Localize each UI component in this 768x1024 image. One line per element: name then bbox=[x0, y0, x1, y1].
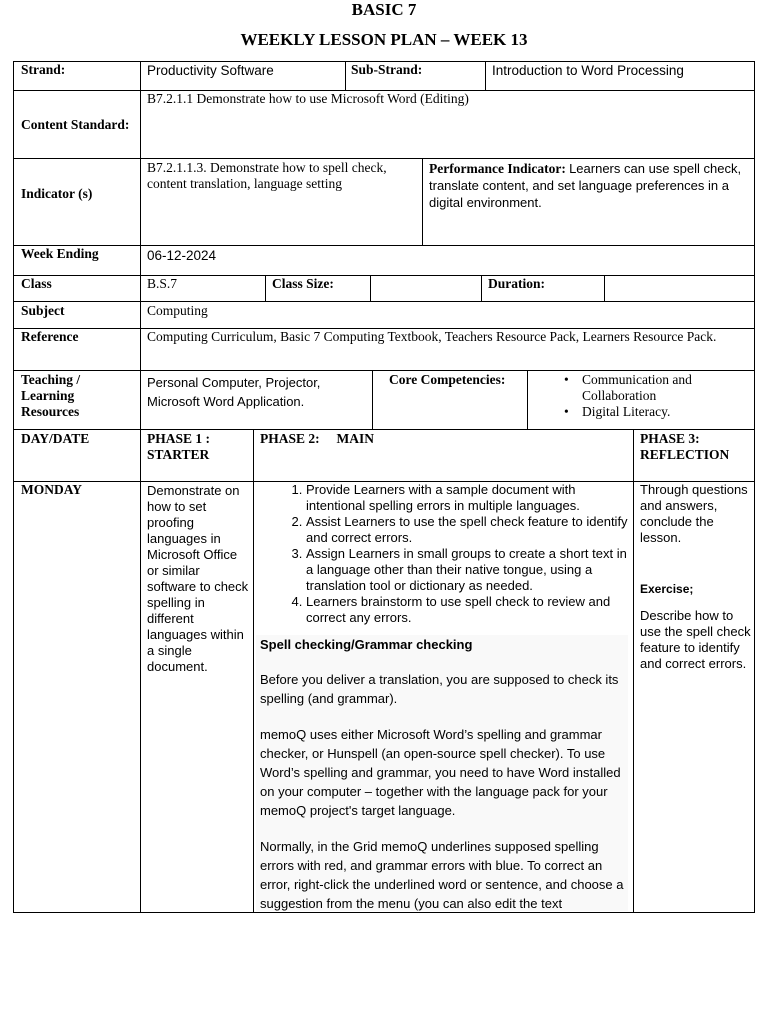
spell-check-notes bbox=[256, 635, 628, 911]
exercise-label: Exercise; bbox=[640, 582, 694, 596]
strand-label: Strand: bbox=[21, 62, 66, 77]
notes-paragraph: memoQ uses either Microsoft Word’s spelling and grammar checker, or Hunspell (an open-source spell checker). To use Word’s spelling and grammar, you need to have Word installed on your computer – together with the language pack for your memoQ project's target language. bbox=[260, 727, 621, 818]
core-competencies-label: Core Competencies: bbox=[389, 372, 506, 387]
competency-item: • Communication and Collaboration bbox=[582, 372, 750, 404]
page-title: BASIC 7 bbox=[351, 0, 417, 19]
indicator-label: Indicator (s) bbox=[21, 186, 93, 201]
subject-label: Subject bbox=[21, 303, 65, 318]
core-competencies-list bbox=[562, 372, 750, 420]
monday-label: MONDAY bbox=[21, 482, 83, 497]
week-ending-label: Week Ending bbox=[21, 246, 99, 261]
main-activities bbox=[286, 482, 630, 626]
reference-label: Reference bbox=[21, 329, 79, 344]
resources-value: Personal Computer, Projector, Microsoft Word Application. bbox=[147, 375, 321, 409]
performance-indicator-label: Performance Indicator: bbox=[429, 161, 566, 176]
reference-value: Computing Curriculum, Basic 7 Computing Textbook, Teachers Resource Pack, Learners Resource Pack. bbox=[147, 329, 717, 344]
content-standard-label: Content Standard: bbox=[21, 117, 130, 132]
main-activity-item: 2. Assist Learners to use the spell check feature to identify and correct errors. bbox=[306, 514, 630, 546]
week-ending-value: 06-12-2024 bbox=[147, 248, 217, 263]
main-activity-item: 4. Learners brainstorm to use spell check to review and correct any errors. bbox=[306, 594, 630, 626]
resources-label: Teaching / Learning Resources bbox=[21, 372, 81, 419]
page-subtitle: WEEKLY LESSON PLAN – WEEK 13 bbox=[240, 30, 528, 49]
subject-value: Computing bbox=[147, 303, 208, 318]
class-size-label: Class Size: bbox=[272, 276, 334, 291]
notes-paragraph: Normally, in the Grid memoQ underlines supposed spelling errors with red, and grammar errors with blue. To correct an error, right-click the underlined word or sentence, and choose a suggestion from the menu (you can also edit the text bbox=[260, 839, 624, 911]
competency-item: • Digital Literacy. bbox=[582, 404, 750, 420]
performance-indicator bbox=[429, 160, 751, 211]
notes-heading: Spell checking/Grammar checking bbox=[260, 637, 473, 652]
exercise-text: Describe how to use the spell check feature to identify and correct errors. bbox=[640, 608, 751, 671]
sub-strand-value: Introduction to Word Processing bbox=[492, 63, 684, 78]
day-date-header: DAY/DATE bbox=[21, 431, 90, 446]
class-label: Class bbox=[21, 276, 52, 291]
duration-label: Duration: bbox=[488, 276, 545, 291]
phase2-header: PHASE 2: MAIN bbox=[260, 431, 374, 446]
starter-text: Demonstrate on how to set proofing languages in Microsoft Office or similar software to check spelling in different languages within a single document. bbox=[147, 483, 249, 674]
main-activity-item: 3. Assign Learners in small groups to create a short text in a language other than their native tongue, using a translation tool or dictionary as needed. bbox=[306, 546, 630, 594]
reflection-text: Through questions and answers, conclude the lesson. bbox=[640, 482, 748, 545]
phase1-header: PHASE 1 : STARTER bbox=[147, 431, 211, 462]
sub-strand-label: Sub-Strand: bbox=[351, 62, 423, 77]
performance-indicator-value: Learners can use spell check, translate content, and set language preferences in a digital environment. bbox=[429, 161, 742, 210]
notes-paragraph: Before you deliver a translation, you are supposed to check its spelling (and grammar). bbox=[260, 672, 619, 706]
phase3-header: PHASE 3: REFLECTION bbox=[640, 431, 730, 462]
content-standard-value: B7.2.1.1 Demonstrate how to use Microsoft Word (Editing) bbox=[147, 91, 469, 106]
class-value: B.S.7 bbox=[147, 276, 178, 291]
indicator-value: B7.2.1.1.3. Demonstrate how to spell check, content translation, language setting bbox=[147, 160, 387, 191]
strand-value: Productivity Software bbox=[147, 63, 274, 78]
main-activity-item: 1. Provide Learners with a sample document with intentional spelling errors in multiple languages. bbox=[306, 482, 630, 514]
